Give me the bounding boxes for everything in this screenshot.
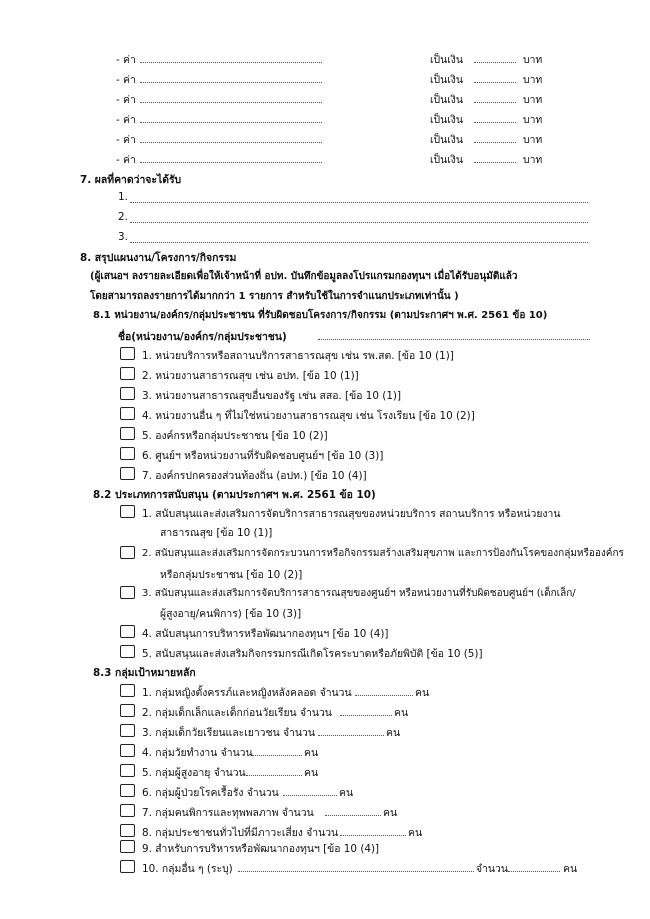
target-group-9-label: 9. สำหรับการบริหารหรือพัฒนากองทุนฯ [ข้อ 10 (4)] <box>142 843 380 855</box>
support-type-4-checkbox[interactable] <box>120 625 135 638</box>
cost-amount-line[interactable] <box>474 102 516 103</box>
target-group-label: 5. กลุ่มผู้สูงอายุ จำนวน <box>142 767 246 779</box>
support-type-1-label-cont: สาธารณสุข [ข้อ 10 (1)] <box>160 527 273 539</box>
target-group-count-line[interactable] <box>252 755 302 756</box>
cost-amount-line[interactable] <box>474 122 516 123</box>
target-group-label: 2. กลุ่มเด็กเล็กและเด็กก่อนวัยเรียน จำนวน <box>142 707 332 719</box>
cost-amount-label: เป็นเงิน <box>430 154 463 166</box>
organization-type-checkbox[interactable] <box>120 447 135 460</box>
target-group-checkbox[interactable] <box>120 704 135 717</box>
expected-result-1-number: 1. <box>118 191 128 203</box>
cost-amount-line[interactable] <box>474 162 516 163</box>
support-type-4-label: 4. สนับสนุนการบริหารหรือพัฒนากองทุนฯ [ข้อ 10 (4)] <box>142 628 389 640</box>
organization-type-label: 4. หน่วยงานอื่น ๆ ที่ไม่ใช่หน่วยงานสาธารณสุข เช่น โรงเรียน [ข้อ 10 (2)] <box>142 410 475 422</box>
organization-type-label: 6. ศูนย์ฯ หรือหน่วยงานที่รับผิดชอบศูนย์ฯ [ข้อ 10 (3)] <box>142 450 384 462</box>
section-8-note-line1: (ผู้เสนอฯ ลงรายละเอียดเพื่อให้เจ้าหน้าที่ อปท. บันทึกข้อมูลลงโปรแกรมกองทุนฯ เมื่อได้รับอนุมัติแล้ว <box>90 271 518 282</box>
cost-item-prefix: - ค่า <box>116 154 136 166</box>
organization-type-label: 2. หน่วยงานสาธารณสุข เช่น อปท. [ข้อ 10 (1)] <box>142 370 359 382</box>
cost-item-prefix: - ค่า <box>116 54 136 66</box>
cost-unit: บาท <box>523 74 543 86</box>
target-group-label: 1. กลุ่มหญิงตั้งครรภ์และหญิงหลังคลอด จำนวน <box>142 687 352 699</box>
target-group-unit: คน <box>386 727 401 739</box>
target-group-label: 4. กลุ่มวัยทำงาน จำนวน <box>142 747 253 759</box>
organization-type-checkbox[interactable] <box>120 347 135 360</box>
cost-amount-label: เป็นเงิน <box>430 54 463 66</box>
cost-amount-label: เป็นเงิน <box>430 74 463 86</box>
expected-result-2-line[interactable] <box>130 222 588 223</box>
organization-type-label: 7. องค์กรปกครองส่วนท้องถิ่น (อปท.) [ข้อ 10 (4)] <box>142 470 367 482</box>
cost-unit: บาท <box>523 154 543 166</box>
cost-amount-line[interactable] <box>474 142 516 143</box>
target-group-count-line[interactable] <box>283 795 337 796</box>
target-group-unit: คน <box>408 827 423 839</box>
organization-type-label: 3. หน่วยงานสาธารณสุขอื่นของรัฐ เช่น สสอ. [ข้อ 10 (1)] <box>142 390 402 402</box>
organization-type-label: 5. องค์กรหรือกลุ่มประชาชน [ข้อ 10 (2)] <box>142 430 328 442</box>
support-type-3-label: 3. สนับสนุนและส่งเสริมการจัดบริการสาธารณสุขของศูนย์ฯ หรือหน่วยงานที่รับผิดชอบศูนย์ฯ (เด็กเล็ก/ <box>142 588 576 599</box>
target-group-count-line[interactable] <box>325 815 381 816</box>
target-group-unit: คน <box>304 767 319 779</box>
target-group-count-line[interactable] <box>318 735 384 736</box>
cost-item-prefix: - ค่า <box>116 114 136 126</box>
target-group-unit: คน <box>415 687 430 699</box>
target-group-label: 6. กลุ่มผู้ป่วยโรคเรื้อรัง จำนวน <box>142 787 279 799</box>
expected-result-2-number: 2. <box>118 211 128 223</box>
section-8-1-title: 8.1 หน่วยงาน/องค์กร/กลุ่มประชาชน ที่รับผิดชอบโครงการ/กิจกรรม (ตามประกาศฯ พ.ศ. 2561 ข้อ 10) <box>93 310 548 321</box>
cost-item-line[interactable] <box>140 142 322 143</box>
cost-amount-line[interactable] <box>474 82 516 83</box>
cost-amount-line[interactable] <box>474 62 516 63</box>
organization-type-checkbox[interactable] <box>120 427 135 440</box>
cost-item-line[interactable] <box>140 122 322 123</box>
target-group-checkbox[interactable] <box>120 824 135 837</box>
section-8-2-title: 8.2 ประเภทการสนับสนุน (ตามประกาศฯ พ.ศ. 2561 ข้อ 10) <box>93 489 376 501</box>
target-group-label: 8. กลุ่มประชาชนทั่วไปที่มีภาวะเสี่ยง จำนวน <box>142 827 339 839</box>
target-group-10-unit: คน <box>563 863 578 875</box>
expected-result-3-number: 3. <box>118 231 128 243</box>
target-group-10-label: 10. กลุ่มอื่น ๆ (ระบุ) <box>142 863 233 875</box>
support-type-3-checkbox[interactable] <box>120 586 135 599</box>
target-group-label: 7. กลุ่มคนพิการและทุพพลภาพ จำนวน <box>142 807 314 819</box>
target-group-count-line[interactable] <box>246 775 302 776</box>
support-type-5-checkbox[interactable] <box>120 645 135 658</box>
cost-amount-label: เป็นเงิน <box>430 94 463 106</box>
section-7-title: 7. ผลที่คาดว่าจะได้รับ <box>80 174 182 186</box>
support-type-5-label: 5. สนับสนุนและส่งเสริมกิจกรรมกรณีเกิดโรคระบาดหรือภัยพิบัติ [ข้อ 10 (5)] <box>142 648 483 660</box>
cost-unit: บาท <box>523 114 543 126</box>
target-group-10-count-label: จำนวน <box>476 863 508 875</box>
support-type-1-label: 1. สนับสนุนและส่งเสริมการจัดบริการสาธารณสุขของหน่วยบริการ สถานบริการ หรือหน่วยงาน <box>142 508 561 520</box>
target-group-10-count-line[interactable] <box>508 871 560 872</box>
target-group-checkbox[interactable] <box>120 744 135 757</box>
organization-type-checkbox[interactable] <box>120 407 135 420</box>
organization-type-checkbox[interactable] <box>120 367 135 380</box>
target-group-count-line[interactable] <box>340 835 406 836</box>
organization-name-label: ชื่อ(หน่วยงาน/องค์กร/กลุ่มประชาชน) <box>118 331 287 343</box>
support-type-1-checkbox[interactable] <box>120 505 135 518</box>
target-group-10-specify-line[interactable] <box>238 871 474 872</box>
cost-item-line[interactable] <box>140 102 322 103</box>
cost-amount-label: เป็นเงิน <box>430 134 463 146</box>
target-group-10-checkbox[interactable] <box>120 860 135 873</box>
support-type-2-label: 2. สนับสนุนและส่งเสริมการจัดกระบวนการหรือกิจกรรมสร้างเสริมสุขภาพ และการป้องกันโรคของกลุ่มหรือองค์กร <box>142 548 624 559</box>
cost-unit: บาท <box>523 94 543 106</box>
target-group-checkbox[interactable] <box>120 724 135 737</box>
section-8-3-title: 8.3 กลุ่มเป้าหมายหลัก <box>93 667 196 679</box>
support-type-3-label-cont: ผู้สูงอายุ/คนพิการ) [ข้อ 10 (3)] <box>160 608 302 620</box>
cost-item-line[interactable] <box>140 162 322 163</box>
target-group-unit: คน <box>394 707 409 719</box>
cost-amount-label: เป็นเงิน <box>430 114 463 126</box>
expected-result-1-line[interactable] <box>130 202 588 203</box>
section-8-title: 8. สรุปแผนงาน/โครงการ/กิจกรรม <box>80 252 237 264</box>
cost-item-prefix: - ค่า <box>116 74 136 86</box>
organization-type-label: 1. หน่วยบริการหรือสถานบริการสาธารณสุข เช่น รพ.สต. [ข้อ 10 (1)] <box>142 350 454 362</box>
support-type-2-label-cont: หรือกลุ่มประชาชน [ข้อ 10 (2)] <box>160 569 303 581</box>
target-group-checkbox[interactable] <box>120 784 135 797</box>
cost-item-line[interactable] <box>140 62 322 63</box>
section-8-note-line2: โดยสามารถลงรายการได้มากกว่า 1 รายการ สำหรับใช้ในการจำแนกประเภทเท่านั้น ) <box>90 291 459 302</box>
target-group-count-line[interactable] <box>355 695 413 696</box>
expected-result-3-line[interactable] <box>130 242 588 243</box>
target-group-unit: คน <box>339 787 354 799</box>
support-type-2-checkbox[interactable] <box>120 546 135 559</box>
target-group-unit: คน <box>383 807 398 819</box>
target-group-9-checkbox[interactable] <box>120 840 135 853</box>
cost-item-line[interactable] <box>140 82 322 83</box>
cost-unit: บาท <box>523 134 543 146</box>
organization-name-line[interactable] <box>318 339 590 340</box>
target-group-checkbox[interactable] <box>120 684 135 697</box>
target-group-label: 3. กลุ่มเด็กวัยเรียนและเยาวชน จำนวน <box>142 727 315 739</box>
cost-item-prefix: - ค่า <box>116 94 136 106</box>
target-group-checkbox[interactable] <box>120 804 135 817</box>
organization-type-checkbox[interactable] <box>120 387 135 400</box>
organization-type-checkbox[interactable] <box>120 467 135 480</box>
cost-item-prefix: - ค่า <box>116 134 136 146</box>
target-group-count-line[interactable] <box>340 715 392 716</box>
target-group-unit: คน <box>304 747 319 759</box>
cost-unit: บาท <box>523 54 543 66</box>
target-group-checkbox[interactable] <box>120 764 135 777</box>
